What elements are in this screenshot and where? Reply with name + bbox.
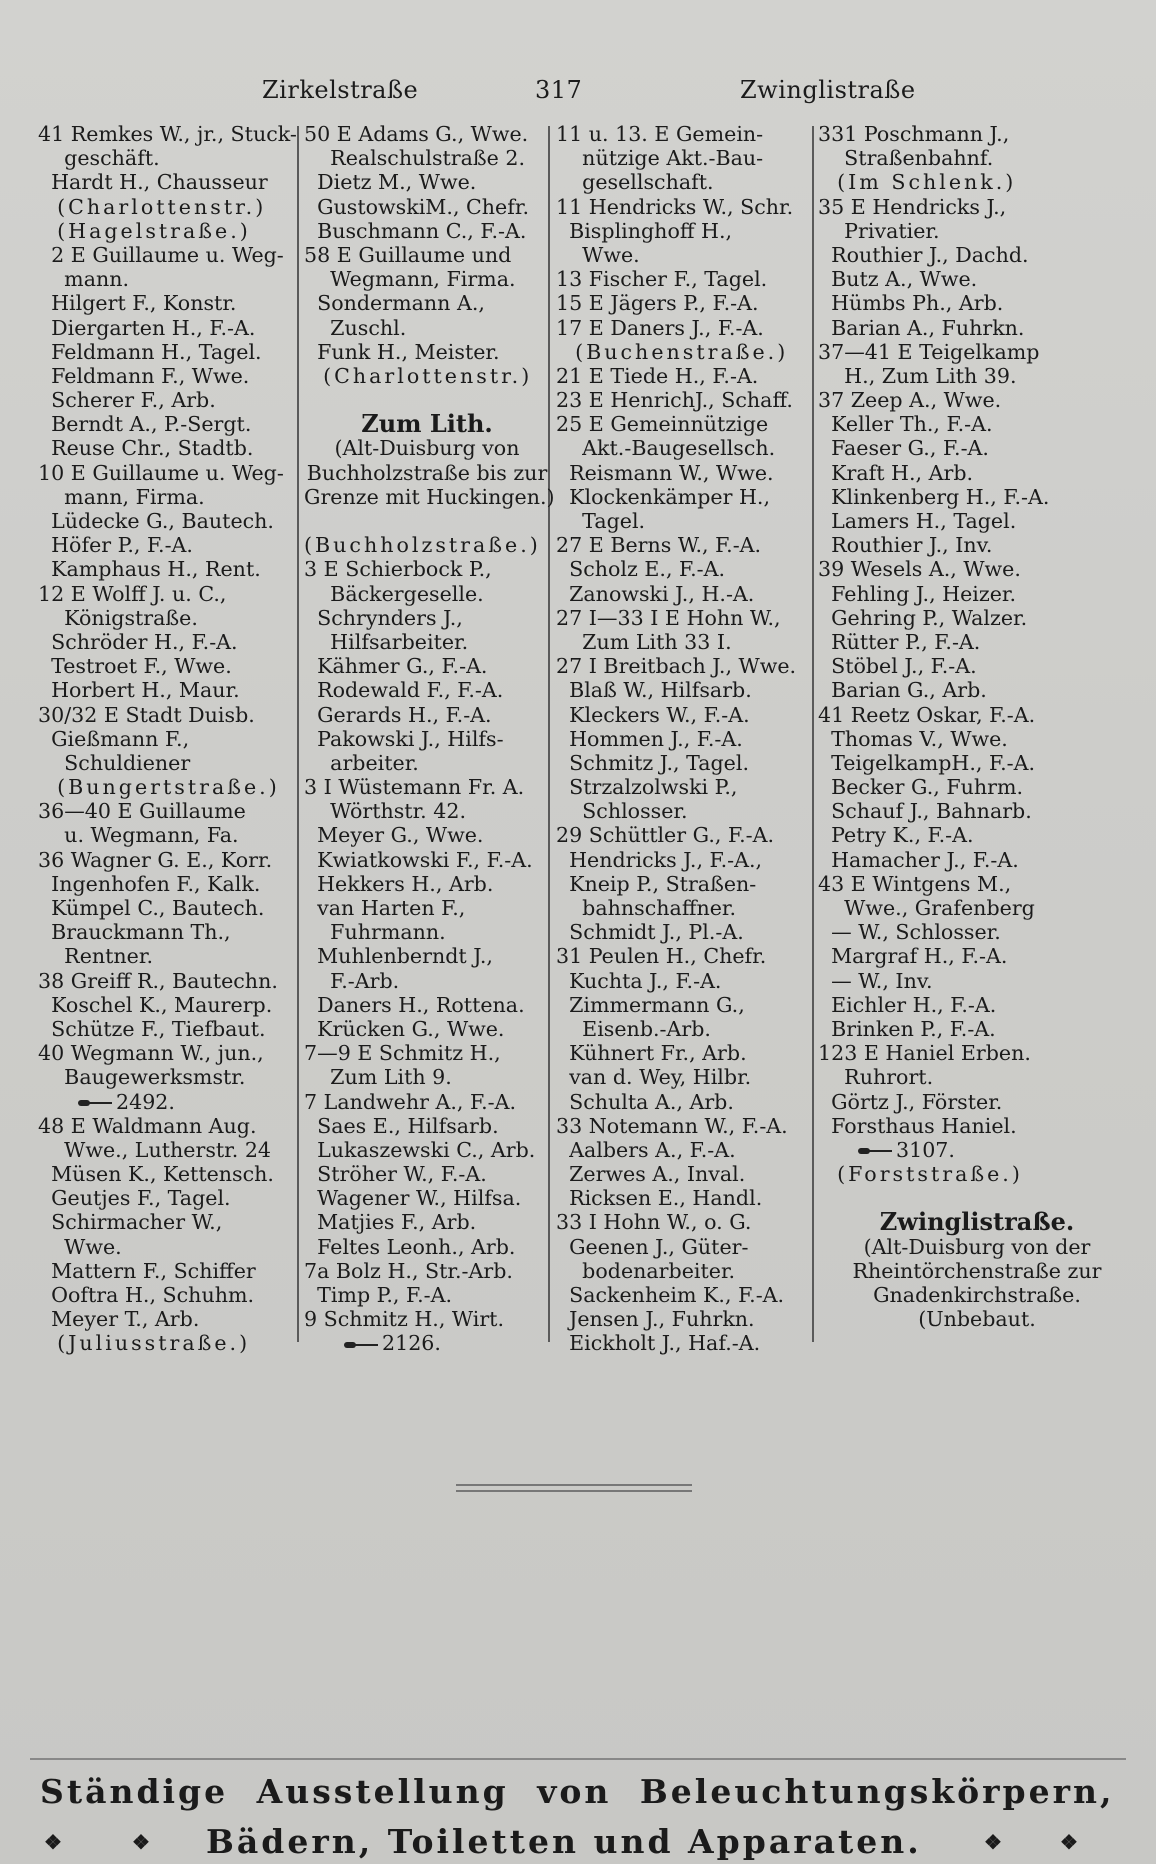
directory-line: 25 E Gemeinnützige (556, 412, 769, 437)
directory-line: Pakowski J., Hilfs- (304, 726, 504, 751)
directory-line: Feldmann H., Tagel. (38, 339, 262, 364)
directory-line: 33 I Hohn W., o. G. (556, 1210, 752, 1235)
directory-line: Akt.-Baugesellsch. (556, 436, 776, 461)
directory-line: 36—40 E Guillaume (38, 799, 246, 824)
directory-line: Müsen K., Kettensch. (38, 1162, 274, 1187)
directory-line: Scherer F., Arb. (38, 388, 216, 413)
directory-line: Jensen J., Fuhrkn. (556, 1307, 755, 1332)
directory-line: Tagel. (556, 509, 646, 533)
directory-line: Eickholt J., Haf.-A. (556, 1331, 761, 1356)
directory-line: Stöbel J., F.-A. (818, 654, 977, 679)
directory-line: Ingenhofen F., Kalk. (38, 871, 261, 896)
directory-line: Klinkenberg H., F.-A. (818, 484, 1050, 509)
directory-line: (Buchholzstraße.) (304, 533, 541, 558)
directory-line: mann. (38, 267, 130, 292)
directory-line: 48 E Waldmann Aug. (38, 1113, 257, 1138)
telephone-line (38, 1090, 296, 1114)
directory-line: Höfer P., F.-A. (38, 533, 193, 558)
column-2 (304, 122, 555, 1356)
directory-line: Brauckmann Th., (38, 920, 231, 945)
telephone-icon (78, 1098, 112, 1108)
directory-line: Funk H., Meister. (304, 339, 500, 364)
directory-line: 58 E Guillaume und (304, 242, 512, 267)
telephone-icon (858, 1146, 892, 1156)
directory-line: Sackenheim K., F.-A. (556, 1283, 785, 1307)
divider-rule (456, 1484, 692, 1486)
directory-line: (Alt-Duisburg von der (863, 1234, 1091, 1259)
directory-line: (Juliusstraße.) (38, 1331, 251, 1356)
directory-line: van d. Wey, Hilbr. (556, 1065, 752, 1090)
directory-line: Rütter P., F.-A. (818, 629, 981, 654)
directory-line: Gehring P., Walzer. (818, 605, 1028, 630)
directory-line: Berndt A., P.-Sergt. (38, 412, 252, 437)
directory-line: Testroet F., Wwe. (38, 654, 232, 679)
directory-line: mann, Firma. (38, 484, 205, 509)
page-header (0, 76, 1156, 110)
column-1 (38, 122, 296, 1356)
directory-line: Kraft H., Arb. (818, 460, 974, 485)
directory-line: bahnschaffner. (556, 896, 737, 920)
directory-line: Hardt H., Chausseur (38, 170, 268, 195)
directory-line: Reismann W., Wwe. (556, 460, 774, 485)
directory-line: Wwe., Grafenberg (818, 896, 1035, 920)
directory-line: 29 Schüttler G., F.-A. (556, 823, 774, 848)
street-heading: Zum Lith. (361, 409, 493, 439)
directory-line: 7—9 E Schmitz H., (304, 1041, 501, 1066)
directory-line: (Buchenstraße.) (556, 339, 789, 364)
column-4 (818, 122, 1136, 1331)
directory-line: Scholz E., F.-A. (556, 557, 726, 582)
directory-line: 21 E Tiede H., F.-A. (556, 363, 759, 388)
advertisement-line-2: Bädern, Toiletten und Apparaten. (206, 1822, 922, 1861)
directory-line: Diergarten H., F.-A. (38, 315, 256, 340)
directory-line: Eisenb.-Arb. (556, 1016, 711, 1041)
directory-line: 12 E Wolff J. u. C., (38, 581, 227, 606)
directory-line: Görtz J., Förster. (818, 1089, 1003, 1114)
directory-line: Rentner. (38, 944, 153, 969)
directory-line: Becker G., Fuhrm. (818, 775, 1024, 800)
directory-line: Wagener W., Hilfsa. (304, 1186, 522, 1211)
directory-line: Zum Lith 33 I. (556, 629, 732, 654)
directory-line: Hümbs Ph., Arb. (818, 291, 1004, 316)
directory-line: Petry K., F.-A. (818, 823, 974, 848)
directory-line: Wwe. (556, 242, 640, 267)
directory-line: Blaß W., Hilfsarb. (556, 678, 752, 703)
directory-line: Matjies F., Arb. (304, 1210, 477, 1235)
directory-line: 27 I—33 I E Hohn W., (556, 605, 781, 630)
directory-line: 41 Remkes W., jr., Stuck- (38, 122, 297, 146)
directory-line: Straßenbahnf. (818, 146, 994, 171)
directory-line: Feldmann F., Wwe. (38, 363, 250, 388)
directory-line: Ricksen E., Handl. (556, 1186, 763, 1211)
directory-line: Hommen J., F.-A. (556, 726, 743, 751)
directory-line: 36 Wagner G. E., Korr. (38, 847, 273, 872)
directory-line: Gießmann F., (38, 726, 190, 751)
directory-line: 30/32 E Stadt Duisb. (38, 702, 255, 727)
directory-line: Lukaszewski C., Arb. (304, 1137, 536, 1162)
directory-line: 3 E Schierbock P., (304, 557, 492, 582)
directory-line: Ruhrort. (818, 1065, 934, 1090)
directory-line: Butz A., Wwe. (818, 267, 978, 292)
directory-line: Zum Lith 9. (304, 1065, 452, 1090)
directory-line: 31 Peulen H., Chefr. (556, 944, 767, 969)
directory-line: Rheintörchenstraße zur (852, 1258, 1102, 1283)
directory-line: 40 Wegmann W., jun., (38, 1041, 264, 1066)
directory-line: Brinken P., F.-A. (818, 1016, 996, 1041)
directory-line: 27 I Breitbach J., Wwe. (556, 654, 797, 679)
directory-line: 13 Fischer F., Tagel. (556, 267, 768, 292)
directory-line: (Bungertstraße.) (38, 775, 280, 800)
directory-line: Kleckers W., F.-A. (556, 702, 750, 727)
directory-line: Routhier J., Inv. (818, 533, 993, 558)
directory-line: Forsthaus Haniel. (818, 1113, 1017, 1138)
directory-line: Faeser G., F.-A. (818, 436, 989, 461)
directory-line: Kneip P., Straßen- (556, 871, 757, 896)
ad-separator (30, 1758, 1126, 1760)
directory-line: H., Zum Lith 39. (818, 363, 1017, 388)
directory-line: Kamphaus H., Rent. (38, 557, 261, 582)
directory-line: Privatier. (818, 218, 940, 243)
directory-line: Aalbers A., F.-A. (556, 1137, 736, 1162)
advertisement-line-1: Ständige Ausstellung von Beleuchtungskörpern, (40, 1772, 1115, 1811)
telephone-line (818, 1138, 1136, 1162)
directory-line: Schütze F., Tiefbaut. (38, 1016, 266, 1041)
directory-line: Hendricks J., F.-A., (556, 847, 763, 872)
directory-line: 38 Greiff R., Bautechn. (38, 968, 278, 993)
directory-line: Meyer T., Arb. (38, 1307, 200, 1332)
directory-line: Realschulstraße 2. (304, 146, 526, 171)
directory-line: arbeiter. (304, 750, 419, 775)
column-divider (297, 126, 299, 1342)
directory-line: Strzalzolwski P., (556, 775, 738, 800)
telephone-number: 2492. (116, 1089, 175, 1114)
telephone-icon (344, 1340, 378, 1350)
directory-line: Ooftra H., Schuhm. (38, 1283, 255, 1307)
directory-line: (Charlottenstr.) (38, 194, 267, 219)
directory-line: (Alt-Duisburg von (334, 436, 520, 461)
directory-line: Zanowski J., H.-A. (556, 581, 755, 606)
directory-line: Routhier J., Dachd. (818, 242, 1029, 267)
directory-line: Klockenkämper H., (556, 484, 771, 509)
directory-line: Fehling J., Heizer. (818, 581, 1017, 606)
directory-line: (Charlottenstr.) (304, 363, 533, 388)
directory-line: Königstraße. (38, 605, 198, 630)
directory-line: Schmidt J., Pl.-A. (556, 920, 744, 945)
directory-line: Kümpel C., Bautech. (38, 896, 265, 920)
directory-line: Feltes Leonh., Arb. (304, 1234, 516, 1259)
directory-line: Timp P., F.-A. (304, 1283, 452, 1307)
directory-line: 9 Schmitz H., Wirt. (304, 1307, 504, 1332)
directory-line: Wörthstr. 42. (304, 799, 467, 824)
directory-line: 27 E Berns W., F.-A. (556, 533, 762, 558)
directory-line: Geenen J., Güter- (556, 1234, 749, 1259)
directory-line: Bisplinghoff H., (556, 218, 733, 243)
directory-line: 23 E HenrichJ., Schaff. (556, 388, 793, 413)
directory-line: Margraf H., F.-A. (818, 944, 1008, 969)
directory-line: 37—41 E Teigelkamp (818, 339, 1040, 364)
directory-line: Zerwes A., Inval. (556, 1162, 746, 1187)
directory-line: Buchholzstraße bis zur (306, 460, 548, 485)
column-divider (812, 126, 814, 1342)
directory-line: Bäckergeselle. (304, 581, 484, 606)
directory-line: Hilgert F., Konstr. (38, 291, 237, 316)
page-number: 317 (535, 76, 583, 104)
directory-line: 11 u. 13. E Gemein- (556, 122, 764, 146)
directory-line: Wwe. (38, 1234, 122, 1259)
directory-line: 7 Landwehr A., F.-A. (304, 1089, 517, 1114)
directory-line: Schulta A., Arb. (556, 1089, 734, 1114)
directory-line: 50 E Adams G., Wwe. (304, 122, 529, 146)
directory-line: Hilfsarbeiter. (304, 629, 469, 654)
header-right-street: Zwinglistraße (740, 76, 916, 104)
directory-line: Schirmacher W., (38, 1210, 223, 1235)
directory-line: Schlosser. (556, 799, 688, 824)
telephone-number: 2126. (382, 1331, 441, 1356)
directory-line: 37 Zeep A., Wwe. (818, 388, 1002, 413)
directory-line: Schrynders J., (304, 605, 463, 630)
directory-line: Dietz M., Wwe. (304, 170, 477, 195)
directory-line: 35 E Hendricks J., (818, 194, 1007, 219)
directory-line: nützige Akt.-Bau- (556, 146, 764, 171)
directory-line: Hekkers H., Arb. (304, 871, 494, 896)
directory-line: Horbert H., Maur. (38, 678, 240, 703)
directory-line: 3 I Wüstemann Fr. A. (304, 775, 525, 800)
directory-line: 2 E Guillaume u. Weg- (38, 242, 284, 267)
directory-line: 15 E Jägers P., F.-A. (556, 291, 759, 316)
ornament-icon: ❖ (984, 1830, 1005, 1854)
directory-line: Lamers H., Tagel. (818, 509, 1017, 533)
directory-line: Mattern F., Schiffer (38, 1258, 256, 1283)
directory-line: Buschmann C., F.-A. (304, 218, 527, 243)
directory-line: geschäft. (38, 146, 160, 171)
directory-line: Wegmann, Firma. (304, 267, 516, 292)
directory-line: Hamacher J., F.-A. (818, 847, 1019, 872)
advertisement-line-2-wrap (40, 1822, 1120, 1862)
directory-line: 17 E Daners J., F.-A. (556, 315, 764, 340)
ornament-icon: ❖ (132, 1830, 153, 1854)
ornament-icon: ❖ (1060, 1830, 1081, 1854)
directory-line: u. Wegmann, Fa. (38, 823, 239, 848)
directory-line: TeigelkampH., F.-A. (818, 750, 1036, 775)
directory-line: Barian A., Fuhrkn. (818, 315, 1025, 340)
directory-line: Sondermann A., (304, 291, 485, 316)
directory-line: 331 Poschmann J., (818, 122, 1010, 146)
directory-line: Meyer G., Wwe. (304, 823, 484, 848)
directory-line: Koschel K., Maurerp. (38, 992, 273, 1017)
directory-line: Rodewald F., F.-A. (304, 678, 504, 703)
directory-line: 11 Hendricks W., Schr. (556, 194, 794, 219)
directory-line: Kwiatkowski F., F.-A. (304, 847, 533, 872)
directory-line: Gnadenkirchstraße. (873, 1283, 1081, 1307)
column-3 (556, 122, 810, 1356)
directory-line: gesellschaft. (556, 170, 714, 195)
directory-line: Krücken G., Wwe. (304, 1016, 505, 1041)
directory-line: 43 E Wintgens M., (818, 871, 1012, 896)
telephone-number: 3107. (896, 1137, 955, 1162)
directory-line: Kähmer G., F.-A. (304, 654, 488, 679)
directory-line: (Forststraße.) (818, 1162, 1023, 1187)
directory-line: 41 Reetz Oskar, F.-A. (818, 702, 1036, 727)
directory-line: Gerards H., F.-A. (304, 702, 492, 727)
directory-line: Thomas V., Wwe. (818, 726, 1008, 751)
telephone-line (304, 1331, 550, 1355)
directory-line: Keller Th., F.-A. (818, 412, 993, 437)
directory-line: F.-Arb. (304, 968, 400, 993)
directory-line: Saes E., Hilfsarb. (304, 1113, 499, 1138)
directory-line: GustowskiM., Chefr. (304, 194, 529, 219)
directory-line: — W., Schlosser. (818, 920, 1001, 945)
directory-line: (Hagelstraße.) (38, 218, 251, 243)
directory-line: 39 Wesels A., Wwe. (818, 557, 1021, 582)
directory-line: 123 E Haniel Erben. (818, 1041, 1031, 1066)
street-heading: Zwinglistraße. (879, 1207, 1075, 1237)
directory-line: Schuldiener (38, 750, 191, 775)
directory-line: bodenarbeiter. (556, 1258, 736, 1283)
directory-line: Lüdecke G., Bautech. (38, 509, 274, 533)
directory-line: Zimmermann G., (556, 992, 745, 1017)
header-left-street: Zirkelstraße (262, 76, 419, 104)
directory-line: (Im Schlenk.) (818, 170, 1017, 195)
directory-line: Kuchta J., F.-A. (556, 968, 722, 993)
directory-line: Grenze mit Huckingen.) (304, 484, 555, 509)
directory-line: Geutjes F., Tagel. (38, 1186, 231, 1211)
directory-line: 10 E Guillaume u. Weg- (38, 460, 284, 485)
directory-line: Fuhrmann. (304, 920, 446, 945)
directory-line (304, 509, 550, 533)
directory-line: Schmitz J., Tagel. (556, 750, 749, 775)
directory-line: Baugewerksmstr. (38, 1065, 246, 1090)
directory-line: 7a Bolz H., Str.-Arb. (304, 1258, 513, 1283)
directory-line: Ströher W., F.-A. (304, 1162, 487, 1187)
directory-line: — W., Inv. (818, 968, 933, 993)
directory-line: Daners H., Rottena. (304, 992, 525, 1017)
directory-line: Kühnert Fr., Arb. (556, 1041, 747, 1066)
directory-line: Eichler H., F.-A. (818, 992, 997, 1017)
directory-line: Barian G., Arb. (818, 678, 987, 703)
directory-line: Zuschl. (304, 315, 407, 340)
directory-line: 33 Notemann W., F.-A. (556, 1113, 788, 1138)
directory-line: (Unbebaut. (918, 1307, 1036, 1332)
divider-rule (456, 1490, 692, 1492)
directory-line: Schröder H., F.-A. (38, 629, 238, 654)
ornament-icon: ❖ (44, 1830, 65, 1854)
directory-line: Wwe., Lutherstr. 24 (38, 1137, 272, 1162)
directory-line: Reuse Chr., Stadtb. (38, 436, 254, 461)
directory-line: van Harten F., (304, 896, 466, 920)
directory-line: Muhlenberndt J., (304, 944, 493, 969)
directory-line: Schauf J., Bahnarb. (818, 799, 1032, 824)
